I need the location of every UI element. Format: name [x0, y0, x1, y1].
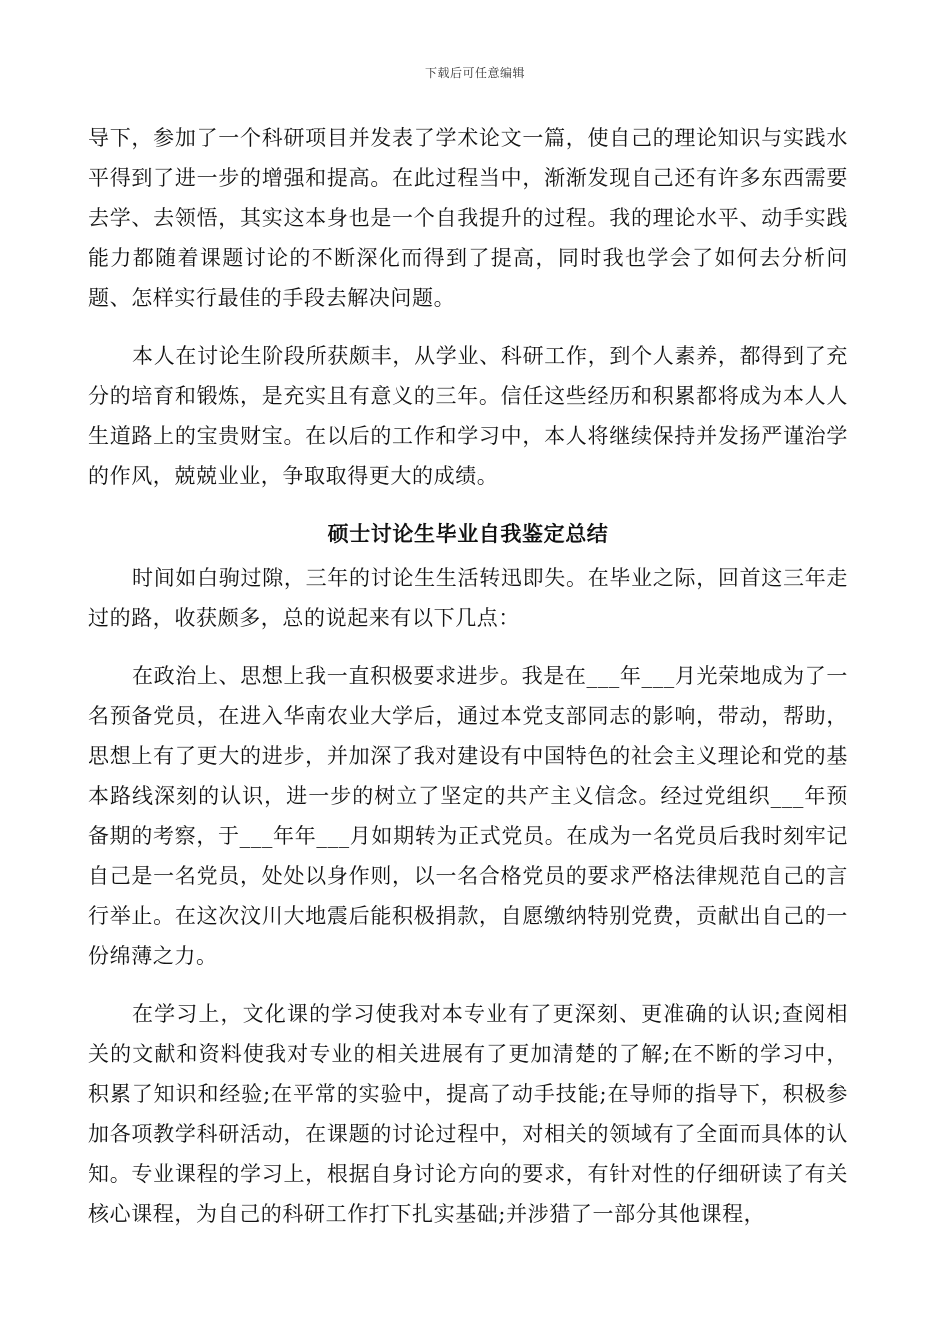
paragraph-summary: 本人在讨论生阶段所获颇丰，从学业、科研工作，到个人素养，都得到了充分的培育和锻炼，是充实且有意义的三年。信任这些经历和积累都将成为本人人生道路上的宝贵财宝。在以后的工作和学习中，本人将继续保持并发扬严谨治学的作风，兢兢业业，争取取得更大的成绩。 [88, 344, 848, 488]
paragraph-politics: 在政治上、思想上我一直积极要求进步。我是在___年___月光荣地成为了一名预备党员，在进入华南农业大学后，通过本党支部同志的影响，带动，帮助，思想上有了更大的进步，并加深了我对建设有中国特色的社会主义理论和党的基本路线深刻的认识，进一步的树立了坚定的共产主义信念。经过党组织___年预备期的考察，于___年年___月如期转为正式党员。在成为一名党员后我时刻牢记自己是一名党员，处处以身作则，以一名合格党员的要求严格法律规范自己的言行举止。在这次汶川大地震后能积极捐款，自愿缴纳特别党费，贡献出自己的一份绵薄之力。 [88, 664, 848, 968]
document-body [88, 118, 848, 1234]
section-title: 硕士讨论生毕业自我鉴定总结 [327, 521, 609, 546]
paragraph-gap [88, 318, 848, 336]
page-header-note: 下载后可任意编辑 [424, 66, 525, 80]
paragraph-study: 在学习上，文化课的学习使我对本专业有了更深刻、更准确的认识;查阅相关的文献和资料使我对专业的相关进展有了更加清楚的了解;在不断的学习中，积累了知识和经验;在平常的实验中，提高了动手技能;在导师的指导下，积极参加各项教学科研活动，在课题的讨论过程中，对相关的领域有了全面而具体的认知。专业课程的学习上，根据自身讨论方向的要求，有针对性的仔细研读了有关核心课程，为自己的科研工作打下扎实基础;并涉猎了一部分其他课程， [88, 1002, 848, 1226]
paragraph-gap [88, 638, 848, 656]
paragraph-gap [88, 976, 848, 994]
paragraph-intro: 时间如白驹过隙，三年的讨论生生活转迅即失。在毕业之际，回首这三年走过的路，收获颇多，总的说起来有以下几点： [88, 566, 848, 630]
paragraph-continuation: 导下，参加了一个科研项目并发表了学术论文一篇，使自己的理论知识与实践水平得到了进一步的增强和提高。在此过程当中，渐渐发现自己还有许多东西需要去学、去领悟，其实这本身也是一个自我提升的过程。我的理论水平、动手实践能力都随着课题讨论的不断深化而得到了提高，同时我也学会了如何去分析问题、怎样实行最佳的手段去解决问题。 [88, 126, 848, 310]
paragraph-gap [88, 496, 848, 514]
